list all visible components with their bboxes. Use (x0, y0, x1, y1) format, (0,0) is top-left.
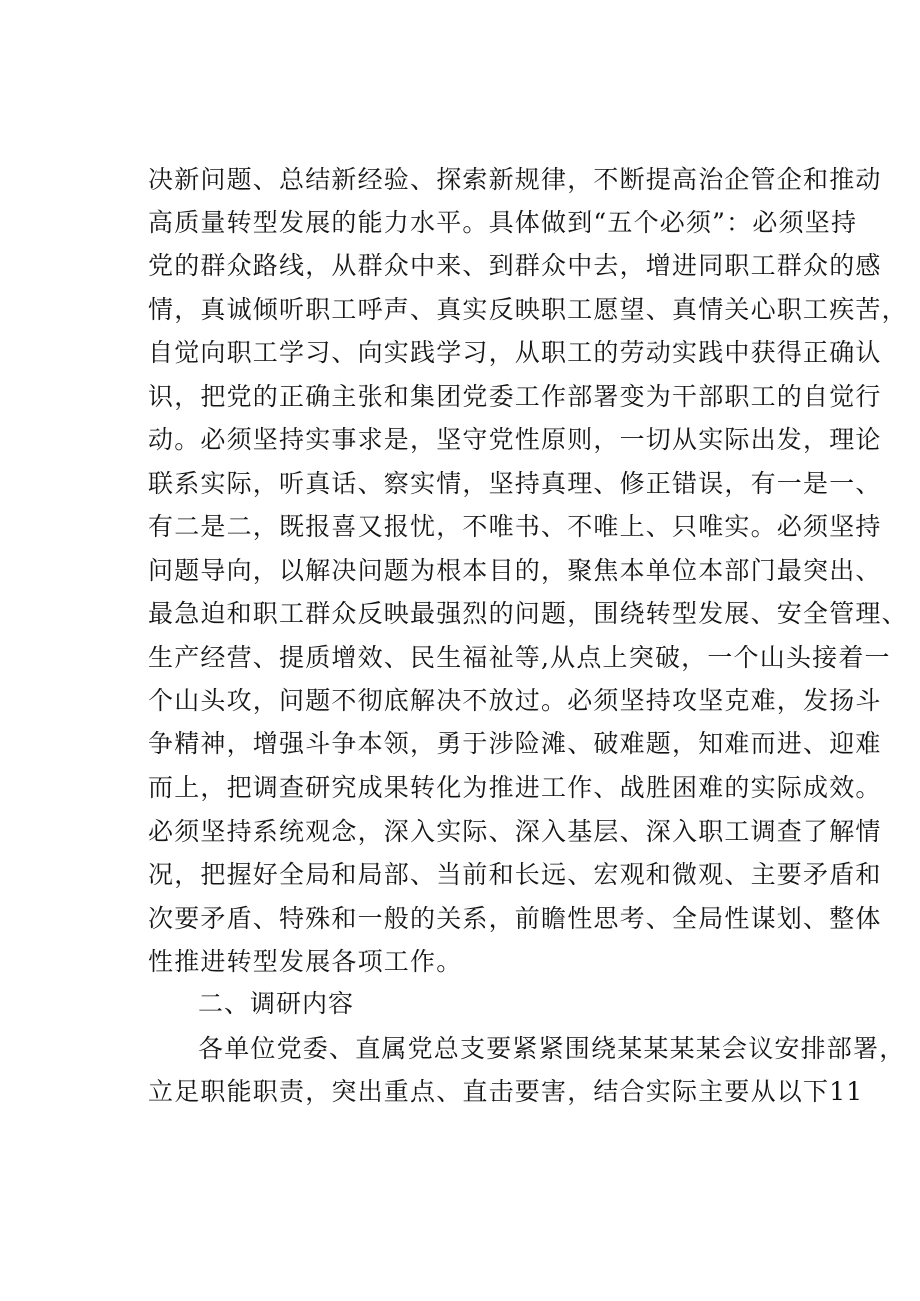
body-text-line: 高质量转型发展的能力水平。具体做到“五个必须”：必须坚持 (148, 208, 858, 237)
body-text-line: 联系实际，听真话、察实情，坚持真理、修正错误，有一是一、 (148, 469, 882, 498)
body-text-line: 各单位党委、直属党总支要紧紧围绕某某某某会议安排部署， (198, 1034, 906, 1063)
body-text-line: 自觉向职工学习、向实践学习，从职工的劳动实践中获得正确认 (148, 338, 882, 367)
body-text-line: 动。必须坚持实事求是，坚守党性原则，一切从实际出发，理论 (148, 425, 882, 454)
body-text-line: 个山头攻，问题不彻底解决不放过。必须坚持攻坚克难，发扬斗 (148, 686, 882, 715)
body-text-line: 争精神，增强斗争本领，勇于涉险滩、破难题，知难而进、迎难 (148, 729, 882, 758)
body-text-line: 党的群众路线，从群众中来、到群众中去，增进同职工群众的感 (148, 251, 882, 280)
body-text-line: 决新问题、总结新经验、探索新规律，不断提高治企管企和推动 (148, 165, 882, 194)
body-text-line: 性推进转型发展各项工作。 (148, 947, 463, 976)
body-text-line: 必须坚持系统观念，深入实际、深入基层、深入职工调查了解情 (148, 817, 882, 846)
body-text-line: 况，把握好全局和局部、当前和长远、宏观和微观、主要矛盾和 (148, 860, 882, 889)
body-text-line: 问题导向，以解决问题为根本目的，聚焦本单位本部门最突出、 (148, 556, 882, 585)
body-text-line: 有二是二，既报喜又报忧，不唯书、不唯上、只唯实。必须坚持 (148, 512, 882, 541)
body-text-line: 情，真诚倾听职工呼声、真实反映职工愿望、真情关心职工疾苦， (148, 295, 908, 324)
body-text-line: 生产经营、提质增效、民生福祉等,从点上突破，一个山头接着一 (148, 643, 891, 672)
body-text-line: 识，把党的正确主张和集团党委工作部署变为干部职工的自觉行 (148, 382, 882, 411)
body-text-line: 次要矛盾、特殊和一般的关系，前瞻性思考、全局性谋划、整体 (148, 904, 882, 933)
body-text-line: 立足职能职责，突出重点、直击要害，结合实际主要从以下11 (148, 1077, 864, 1106)
body-text-line: 而上，把调查研究成果转化为推进工作、战胜困难的实际成效。 (148, 773, 882, 802)
body-text-line: 最急迫和职工群众反映最强烈的问题，围绕转型发展、安全管理、 (148, 599, 908, 628)
section-heading: 二、调研内容 (198, 989, 355, 1018)
